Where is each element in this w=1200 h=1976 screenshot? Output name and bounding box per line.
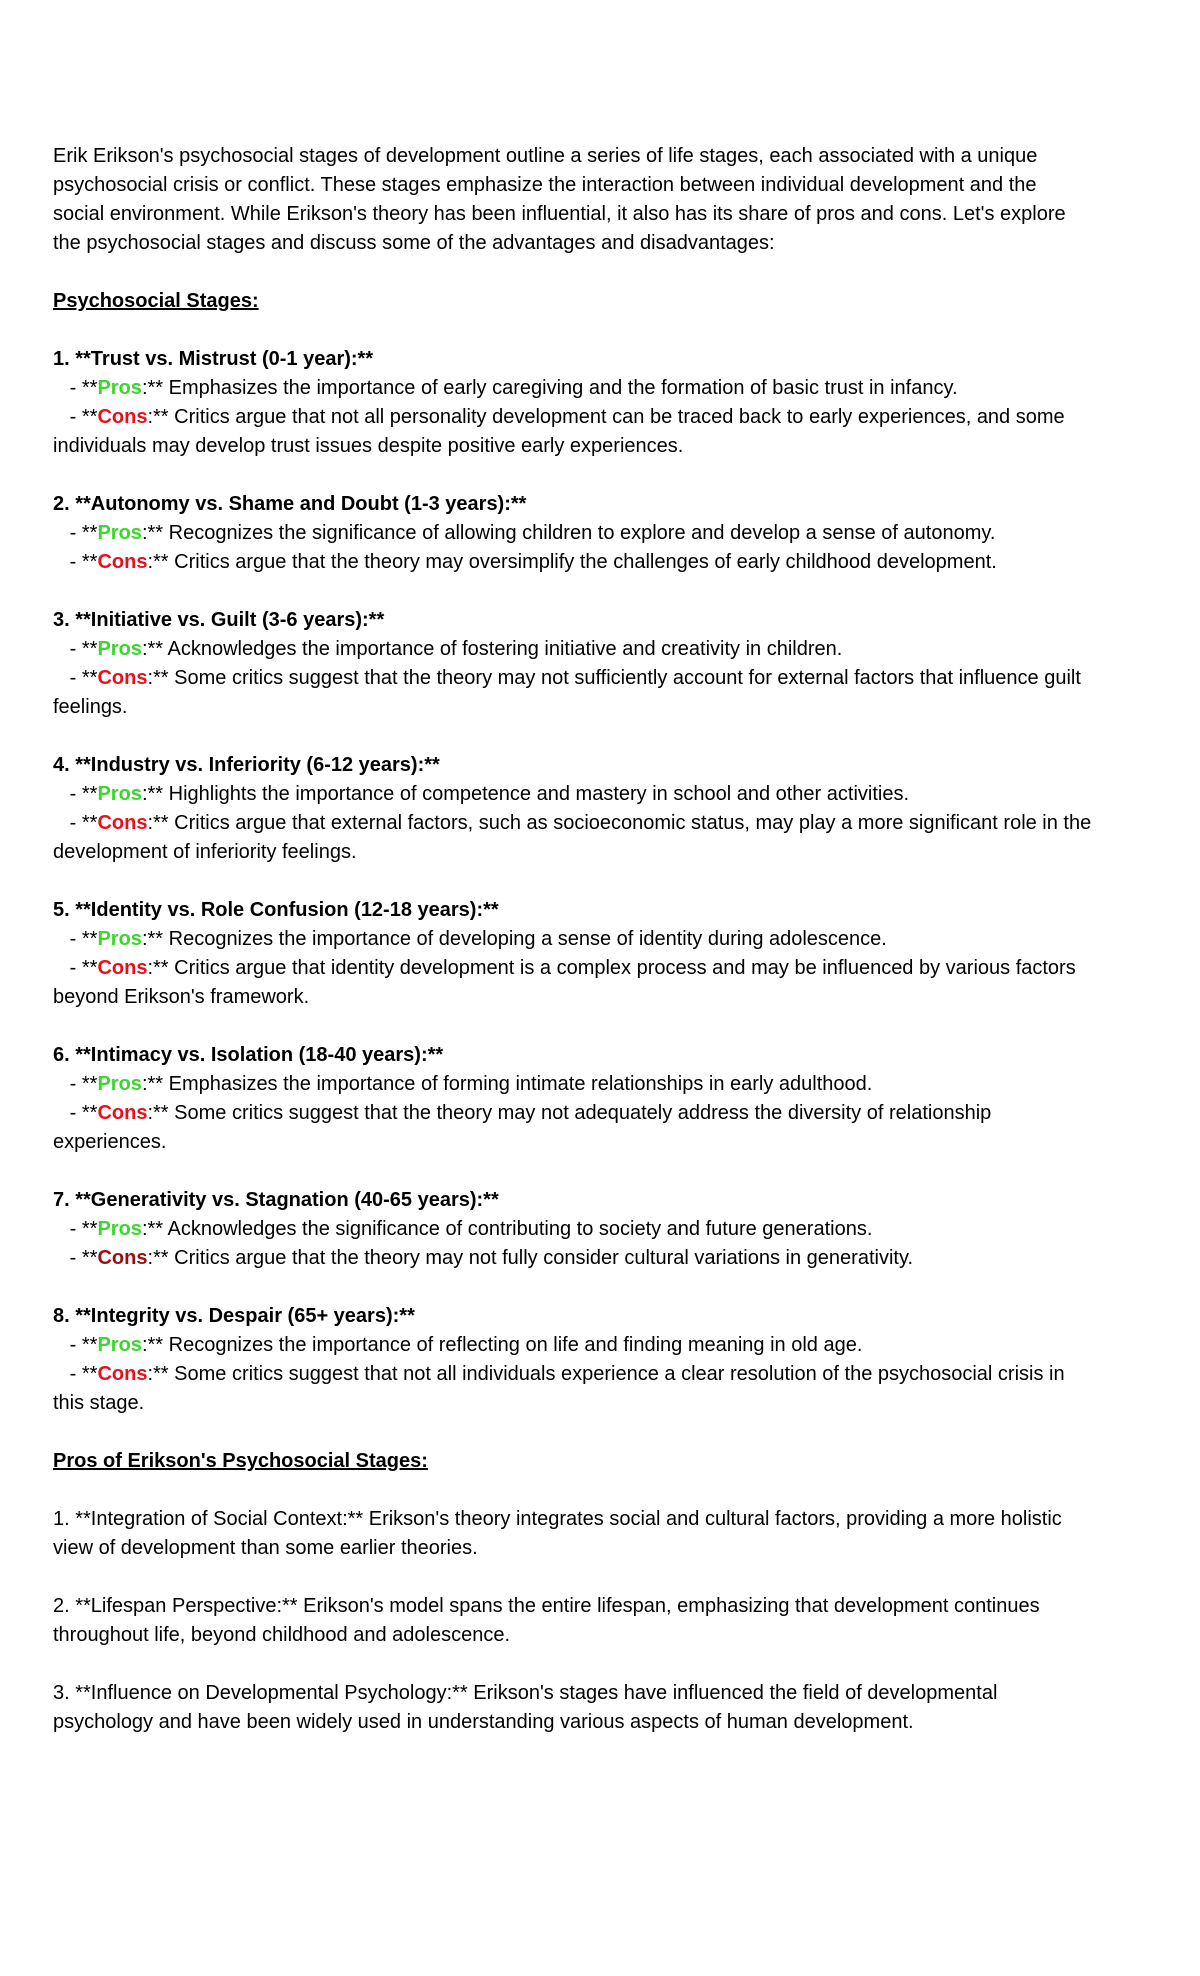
stage-block (53, 606, 1093, 722)
cons-label: Cons (97, 812, 148, 834)
stage-block (53, 1041, 1093, 1157)
cons-label: Cons (97, 406, 148, 428)
pros-label: Pros (97, 1334, 142, 1356)
pros-label: Pros (97, 522, 142, 544)
stage-block (53, 751, 1093, 867)
stage-cons-line: - **Cons:** Critics argue that not all personality development can be traced back to early experiences, and some individuals may develop trust issues despite positive early experiences. (53, 406, 1065, 457)
stage-title: 8. **Integrity vs. Despair (65+ years):** (53, 1305, 415, 1327)
stage-cons-line: - **Cons:** Critics argue that the theory may not fully consider cultural variations in generativity. (69, 1247, 914, 1269)
pros-label: Pros (97, 783, 142, 805)
stage-title: 6. **Intimacy vs. Isolation (18-40 years):** (53, 1044, 444, 1066)
intro-paragraph: Erik Erikson's psychosocial stages of development outline a series of life stages, each associated with a unique psychosocial crisis or conflict. These stages emphasize the interaction between individual development and the social environment. While Erikson's theory has been influential, it also has its share of pros and cons. Let's explore the psychosocial stages and discuss some of the advantages and disadvantages: (53, 145, 1066, 254)
stage-cons-line: - **Cons:** Critics argue that identity development is a complex process and may be influenced by various factors beyond Erikson's framework. (53, 957, 1076, 1008)
stage-title: 3. **Initiative vs. Guilt (3-6 years):** (53, 609, 385, 631)
stage-cons-line: - **Cons:** Some critics suggest that not all individuals experience a clear resolution of the psychosocial crisis in this stage. (53, 1363, 1065, 1414)
cons-label: Cons (97, 551, 148, 573)
pros-item: 2. **Lifespan Perspective:** Erikson's model spans the entire lifespan, emphasizing that development continues throughout life, beyond childhood and adolescence. (53, 1595, 1040, 1646)
stage-title: 5. **Identity vs. Role Confusion (12-18 years):** (53, 899, 499, 921)
stage-cons-line: - **Cons:** Critics argue that the theory may oversimplify the challenges of early childhood development. (69, 551, 997, 573)
stage-block (53, 345, 1093, 461)
cons-label: Cons (97, 1247, 148, 1269)
stage-block (53, 1186, 1093, 1273)
stage-title: 4. **Industry vs. Inferiority (6-12 years):** (53, 754, 440, 776)
stage-title: 7. **Generativity vs. Stagnation (40-65 years):** (53, 1189, 499, 1211)
stage-block (53, 490, 1093, 577)
stage-pros-line: - **Pros:** Recognizes the significance of allowing children to explore and develop a sense of autonomy. (69, 522, 996, 544)
stage-cons-line: - **Cons:** Critics argue that external factors, such as socioeconomic status, may play a more significant role in the development of inferiority feelings. (53, 812, 1092, 863)
stage-title: 1. **Trust vs. Mistrust (0-1 year):** (53, 348, 374, 370)
stage-cons-line: - **Cons:** Some critics suggest that the theory may not adequately address the diversity of relationship experiences. (53, 1102, 992, 1153)
stage-title: 2. **Autonomy vs. Shame and Doubt (1-3 years):** (53, 493, 527, 515)
pros-item: 3. **Influence on Developmental Psychology:** Erikson's stages have influenced the field of developmental psychology and have been widely used in understanding various aspects of human development. (53, 1682, 998, 1733)
pros-label: Pros (97, 1218, 142, 1240)
stage-pros-line: - **Pros:** Emphasizes the importance of early caregiving and the formation of basic trust in infancy. (69, 377, 958, 399)
pros-heading: Pros of Erikson's Psychosocial Stages: (53, 1450, 428, 1472)
stage-pros-line: - **Pros:** Highlights the importance of competence and mastery in school and other activities. (69, 783, 910, 805)
stages-heading: Psychosocial Stages: (53, 290, 259, 312)
document-page (53, 142, 1093, 1737)
cons-label: Cons (97, 1363, 148, 1385)
pros-label: Pros (97, 377, 142, 399)
stage-pros-line: - **Pros:** Emphasizes the importance of forming intimate relationships in early adulthood. (69, 1073, 873, 1095)
pros-item: 1. **Integration of Social Context:** Erikson's theory integrates social and cultural factors, providing a more holistic view of development than some earlier theories. (53, 1508, 1062, 1559)
pros-label: Pros (97, 638, 142, 660)
stage-pros-line: - **Pros:** Acknowledges the significance of contributing to society and future generations. (69, 1218, 873, 1240)
stage-block (53, 896, 1093, 1012)
stage-pros-line: - **Pros:** Acknowledges the importance of fostering initiative and creativity in children. (69, 638, 843, 660)
pros-label: Pros (97, 1073, 142, 1095)
pros-label: Pros (97, 928, 142, 950)
stage-pros-line: - **Pros:** Recognizes the importance of developing a sense of identity during adolescence. (69, 928, 887, 950)
stage-block (53, 1302, 1093, 1418)
stage-cons-line: - **Cons:** Some critics suggest that the theory may not sufficiently account for external factors that influence guilt feelings. (53, 667, 1081, 718)
cons-label: Cons (97, 1102, 148, 1124)
cons-label: Cons (97, 667, 148, 689)
stage-pros-line: - **Pros:** Recognizes the importance of reflecting on life and finding meaning in old age. (69, 1334, 863, 1356)
cons-label: Cons (97, 957, 148, 979)
